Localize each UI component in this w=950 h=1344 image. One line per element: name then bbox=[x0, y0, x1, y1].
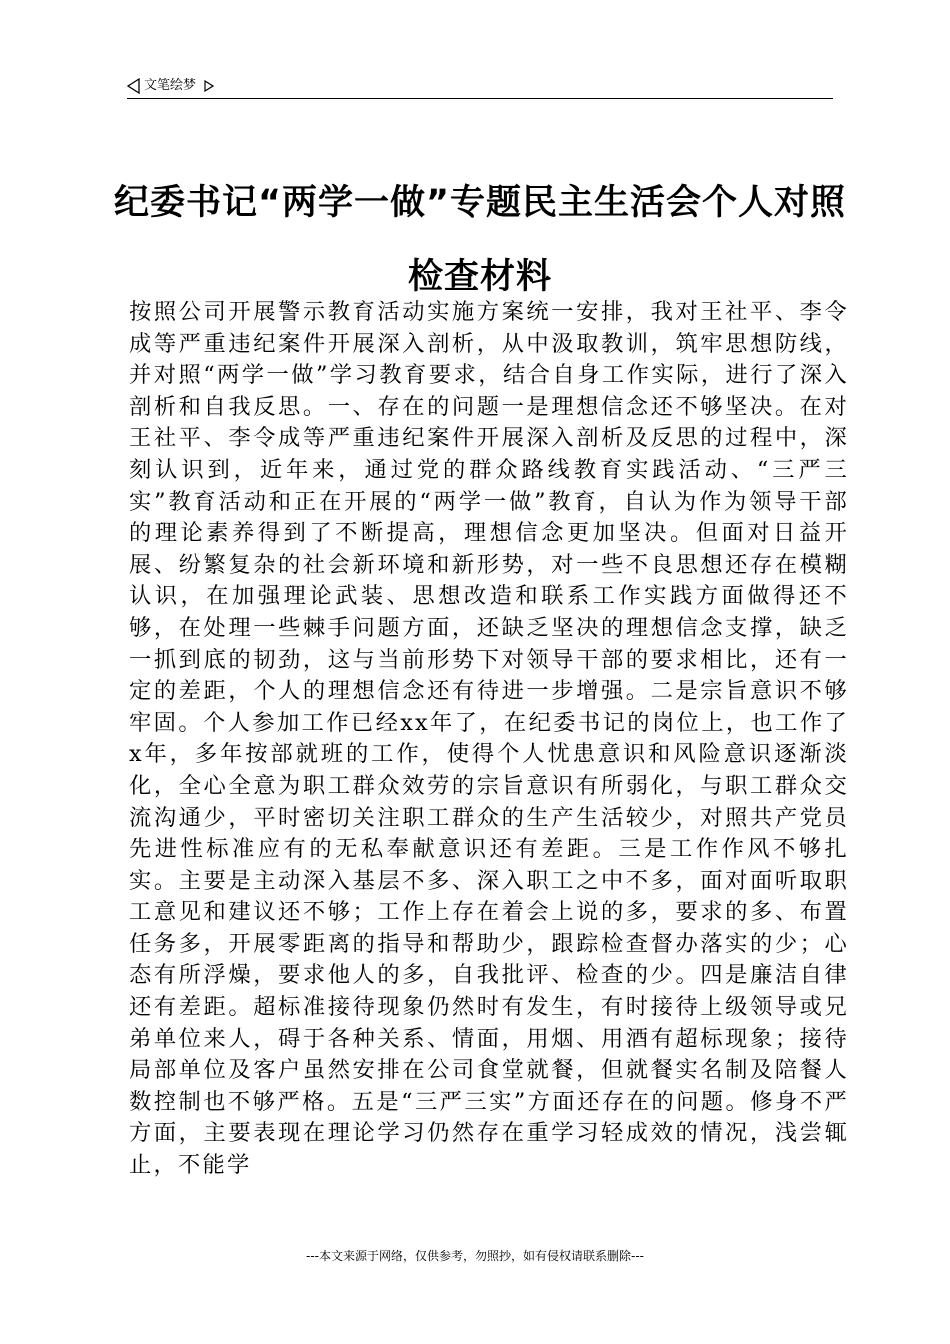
document-body: 按照公司开展警示教育活动实施方案统一安排，我对王社平、李令成等严重违纪案件开展深入剖析，从中汲取教训，筑牢思想防线，并对照“两学一做”学习教育要求，结合自身工作实际，进行了深入剖析和自我反思。一、存在的问题一是理想信念还不够坚决。在对王社平、李令成等严重违纪案件开展深入剖析及反思的过程中，深刻认识到，近年来，通过党的群众路线教育实践活动、“三严三实”教育活动和正在开展的“两学一做”教育，自认为作为领导干部的理论素养得到了不断提高，理想信念更加坚决。但面对日益开展、纷繁复杂的社会新环境和新形势，对一些不良思想还存在模糊认识，在加强理论武装、思想改造和联系工作实践方面做得还不够，在处理一些棘手问题方面，还缺乏坚决的理想信念支撑，缺乏一抓到底的韧劲，这与当前形势下对领导干部的要求相比，还有一定的差距，个人的理想信念还有待进一步增强。二是宗旨意识不够牢固。个人参加工作已经xx年了，在纪委书记的岗位上，也工作了x年，多年按部就班的工作，使得个人忧患意识和风险意识逐渐淡化，全心全意为职工群众效劳的宗旨意识有所弱化，与职工群众交流沟通少，平时密切关注职工群众的生产生活较少，对照共产党员先进性标准应有的无私奉献意识还有差距。三是工作作风不够扎实。主要是主动深入基层不多、深入职工之中不多，面对面听取职工意见和建议还不够；工作上存在着会上说的多，要求的多、布置任务多，开展零距离的指导和帮助少，跟踪检查督办落实的少；心态有所浮燥，要求他人的多，自我批评、检查的少。四是廉洁自律还有差距。超标准接待现象仍然时有发生，有时接待上级领导或兄弟单位来人，碍于各种关系、情面，用烟、用酒有超标现象；接待局部单位及客户虽然安排在公司食堂就餐，但就餐实名制及陪餐人数控制也不够严格。五是“三严三实”方面还存在的问题。修身不严方面，主要表现在理论学习仍然存在重学习轻成效的情况，浅尝辄止，不能学 bbox=[129, 299, 849, 1179]
page-header bbox=[127, 74, 833, 99]
triangle-left-icon bbox=[127, 78, 140, 94]
document-title: 纪委书记“两学一做”专题民主生活会个人对照检查材料 bbox=[113, 183, 846, 297]
header-brand: 文笔绘梦 bbox=[144, 78, 197, 93]
triangle-right-icon bbox=[204, 80, 214, 92]
footer-notice: ---本文来源于网络，仅供参考，勿照抄，如有侵权请联系删除--- bbox=[306, 1249, 644, 1263]
